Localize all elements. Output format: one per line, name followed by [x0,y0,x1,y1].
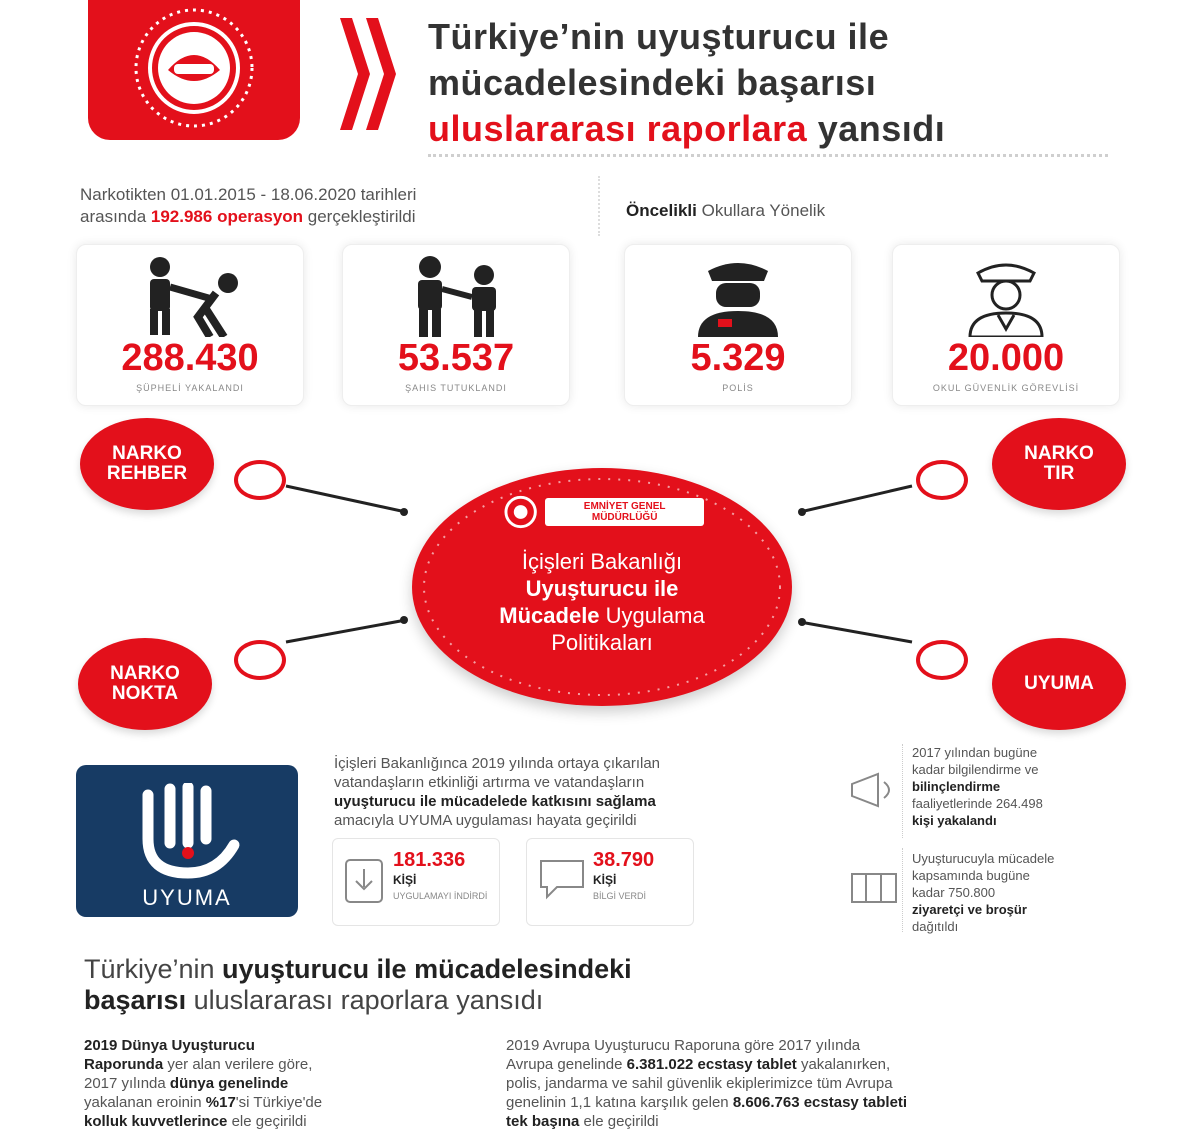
heading-line [84,985,784,1016]
text-line: polis, jandarma ve sahil güvenlik ekiplerimizce tüm Avrupa [506,1075,893,1092]
ministry-logo [88,0,300,140]
text-line: 2019 Dünya Uyuşturucu [84,1037,255,1054]
note-line: kişi yakalandı [912,813,997,828]
text-part: 2017 yılında [84,1075,170,1092]
text-part: ele geçirildi [227,1113,307,1130]
text-part: 'si Türkiye'de [235,1094,323,1111]
bottom-heading [84,954,784,1016]
text-part: genelinin 1,1 katına karşılık gelen [506,1094,733,1111]
text-bold: kolluk kuvvetlerince [84,1113,228,1130]
note-line: faaliyetlerinde 264.498 [912,796,1043,811]
detain-icon [386,253,526,337]
uyuma-badge [992,638,1126,730]
uyuma-info-stat [526,838,694,926]
title-line: Türkiye’nin uyuşturucu ile [428,16,890,57]
stat-value: 288.430 [121,337,259,379]
ministry-badge-label: EMNİYET GENEL MÜDÜRLÜĞÜ [545,498,704,526]
badge-line: TIR [1043,463,1075,484]
note-line: dağıtıldı [912,919,959,934]
text-line: 2019 Avrupa Uyuşturucu Raporuna göre 2017 yılında [506,1037,861,1054]
page-title [428,14,1168,152]
center-line: Uyuşturucu ile [525,576,679,601]
stat-label: ŞÜPHELİ YAKALANDI [136,383,244,393]
title-highlight: uluslararası raporlara [428,108,808,149]
note-line: ziyaretçi ve broşür [912,902,1027,917]
narko-tir-badge [992,418,1126,510]
note-line: bilinçlendirme [912,779,1001,794]
policies-center-circle [412,468,792,706]
text-part: yakalanan eroinin [84,1094,206,1111]
stat-unit: KİŞİ [593,873,617,887]
narko-nokta-badge [78,638,212,730]
title-rest: yansıdı [807,108,946,149]
awareness-note [912,744,1132,829]
stat-label: POLİS [722,383,754,393]
download-icon [343,857,385,905]
uyuma-description [334,754,824,830]
ministry-badge [504,494,704,530]
text-part: yer alan verilere göre, [163,1056,313,1073]
text-highlight: tek başına [506,1113,580,1130]
uyuma-logo-text: UYUMA [142,885,232,910]
hand-icon [134,783,242,879]
stat-label: ŞAHIS TUTUKLANDI [405,383,507,393]
stat-value: 53.537 [397,337,515,379]
text-line [506,1112,1126,1131]
text-bold: Raporunda [84,1056,164,1073]
police-icon [668,253,808,337]
text-part: yakalanırken, [796,1056,891,1073]
badge-line: NARKO [1024,443,1094,464]
stat-unit: KİŞİ [393,873,417,887]
emblem-icon [504,495,537,529]
stat-value: 20.000 [947,337,1065,379]
connector-ring [234,460,286,500]
text-part: Avrupa genelinde [506,1056,627,1073]
title-line [428,106,1168,152]
intro-line [80,206,590,228]
operations-intro [80,184,590,228]
para-line: vatandaşların etkinliği artırma ve vatandaşların [334,774,645,791]
connector-ring [916,640,968,680]
text-highlight: %17 [205,1094,236,1111]
megaphone-icon [848,770,900,810]
text-line [84,1093,454,1112]
note-line: kapsamında bugüne [912,868,1030,883]
badge-line: UYUMA [1024,673,1094,694]
heading-bold: uyuşturucu ile mücadelesindeki [222,954,632,984]
center-text [412,548,792,656]
connector-ring [916,460,968,500]
center-line: Politikaları [551,630,653,655]
connector-ring [234,640,286,680]
note-line: kadar 750.800 [912,885,996,900]
intro-suffix: gerçekleştirildi [303,207,416,226]
stat-value: 38.790 [593,849,655,871]
text-line [84,1074,454,1093]
text-highlight: 6.381.022 ecstasy tablet [626,1056,797,1073]
para-line: amacıyla UYUMA uygulaması hayata geçirildi [334,812,637,829]
intro-prefix: arasında [80,207,151,226]
text-line [506,1093,1126,1112]
note-line: kadar bilgilendirme ve [912,762,1039,777]
center-line [412,602,792,629]
text-highlight: 8.606.763 ecstasy tableti [732,1094,908,1111]
schools-intro [626,200,1026,222]
stat-card-guards [892,244,1120,406]
badge-line: NARKO [110,663,180,684]
ministry-emblem-icon [88,0,300,140]
para-line: İçişleri Bakanlığınca 2019 yılında ortaya çıkarılan [334,755,661,772]
text-bold: dünya genelinde [169,1075,289,1092]
badge-line: NARKO [112,443,182,464]
badge-line: NOKTA [111,683,179,704]
brochure-note [912,850,1132,935]
text-part: ele geçirildi [579,1113,659,1130]
text-line [506,1055,1126,1074]
heading-bold: başarısı [84,985,187,1015]
center-rest: Uygulama [599,603,705,628]
arrest-icon [120,253,260,337]
stat-label: BİLGİ VERDİ [593,891,647,901]
narko-rehber-badge [80,418,214,510]
center-line: İçişleri Bakanlığı [521,549,683,574]
guard-icon [936,253,1076,337]
heading-part: uluslararası raporlara yansıdı [186,985,544,1015]
chevron-right-icon [366,18,396,130]
schools-intro-bold: Öncelikli [626,201,697,220]
schools-intro-rest: Okullara Yönelik [696,201,826,220]
chat-icon [537,857,587,901]
badge-line: REHBER [106,463,188,484]
european-drug-report-text [506,1036,1126,1131]
note-line: Uyuşturucuyla mücadele [912,851,1055,866]
center-bold: Mücadele [499,603,600,628]
stat-label: OKUL GÜVENLİK GÖREVLİSİ [932,383,1080,393]
divider [902,848,903,932]
divider [598,176,600,236]
operations-count: 192.986 operasyon [150,207,304,226]
stat-card-arrested [76,244,304,406]
stat-label: UYGULAMAYI İNDİRDİ [393,891,488,901]
world-drug-report-text [84,1036,454,1131]
stat-card-detained [342,244,570,406]
text-line [84,1055,454,1074]
intro-line: Narkotikten 01.01.2015 - 18.06.2020 tarihleri [80,185,417,204]
note-line: 2017 yılından bugüne [912,745,1038,760]
stat-card-police [624,244,852,406]
divider [428,154,1108,157]
stat-value: 181.336 [393,849,466,871]
text-line [84,1112,454,1131]
heading-part: Türkiye’nin [84,954,223,984]
stat-value: 5.329 [690,337,786,379]
uyuma-download-stat [332,838,500,926]
heading-line [84,954,784,985]
brochure-icon [848,870,900,906]
uyuma-logo [76,765,298,917]
divider [902,744,903,838]
para-line: uyuşturucu ile mücadelede katkısını sağlama [334,793,656,810]
title-line: mücadelesindeki başarısı [428,62,877,103]
